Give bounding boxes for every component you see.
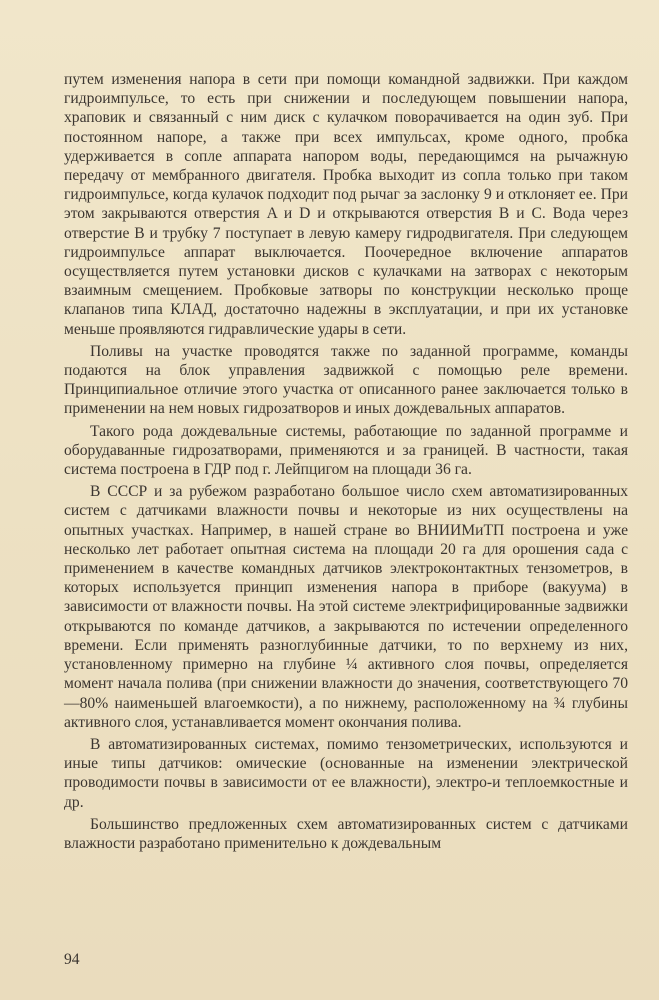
body-text xyxy=(64,70,628,853)
paragraph-4: В СССР и за рубежом разработано большое число схем автоматизированных систем с датчиками влажности почвы и некоторые из них осуществлены на опытных участках. Например, в нашей стране во ВНИИМиТП построена и уже несколько лет работает опытная система на площади 20 га для орошения сада с применением в качестве командных датчиков электроконтактных тензометров, в которых используется принцип изменения напора в приборе (вакуума) в зависимости от влажности почвы. На этой системе электрифицированные задвижки открываются по команде датчиков, а закрываются по истечении определенного времени. Если применять разноглубинные датчики, то по верхнему из них, установленному примерно на глубине ¼ активного слоя почвы, определяется момент начала полива (при снижении влажности до значения, соответствующего 70—80% наименьшей влагоемкости), а по нижнему, расположенному на ¾ глубины активного слоя, устанавливается момент окончания полива. xyxy=(64,483,628,731)
page-number: 94 xyxy=(64,951,80,968)
paragraph-3: Такого рода дождевальные системы, работающие по заданной программе и оборудаванные гидрозатворами, применяются и за границей. В частности, такая система построена в ГДР под г. Лейпцигом на площади 36 га. xyxy=(64,422,628,479)
paragraph-1: путем изменения напора в сети при помощи командной задвижки. При каждом гидроимпульсе, то есть при снижении и последующем повышении напора, храповик и связанный с ним диск с кулачком поворачивается на один зуб. При постоянном напоре, а также при всех импульсах, кроме одного, пробка удерживается в сопле аппарата напором воды, передающимся на рычажную передачу от мембранного двигателя. Пробка выходит из сопла только при таком гидроимпульсе, когда кулачок подходит под рычаг за заслонку 9 и отклоняет ее. При этом закрываются отверстия A и D и открываются отверстия B и C. Вода через отверстие B и трубку 7 поступает в левую камеру гидродвигателя. При следующем гидроимпульсе аппарат выключается. Поочередное включение аппаратов осуществляется путем установки дисков с кулачками на затворах с некоторым взаимным смещением. Пробковые затворы по конструкции несколько проще клапанов типа КЛАД, достаточно надежны в эксплуатации, и при их установке меньше проявляются гидравлические удары в сети. xyxy=(64,71,628,338)
paragraph-5: В автоматизированных системах, помимо тензометрических, используются и иные типы датчиков: омические (основанные на изменении электрической проводимости почвы в зависимости от ее влажности), электро-и теплоемкостные и др. xyxy=(64,735,628,811)
paragraph-2: Поливы на участке проводятся также по заданной программе, команды подаются на блок управления задвижкой с помощью реле времени. Принципиальное отличие этого участка от описанного ранее заключается только в применении на нем новых гидрозатворов и иных дождевальных аппаратов. xyxy=(64,342,628,418)
paragraph-6: Большинство предложенных схем автоматизированных систем с датчиками влажности разработано применительно к дождевальным xyxy=(64,815,628,852)
